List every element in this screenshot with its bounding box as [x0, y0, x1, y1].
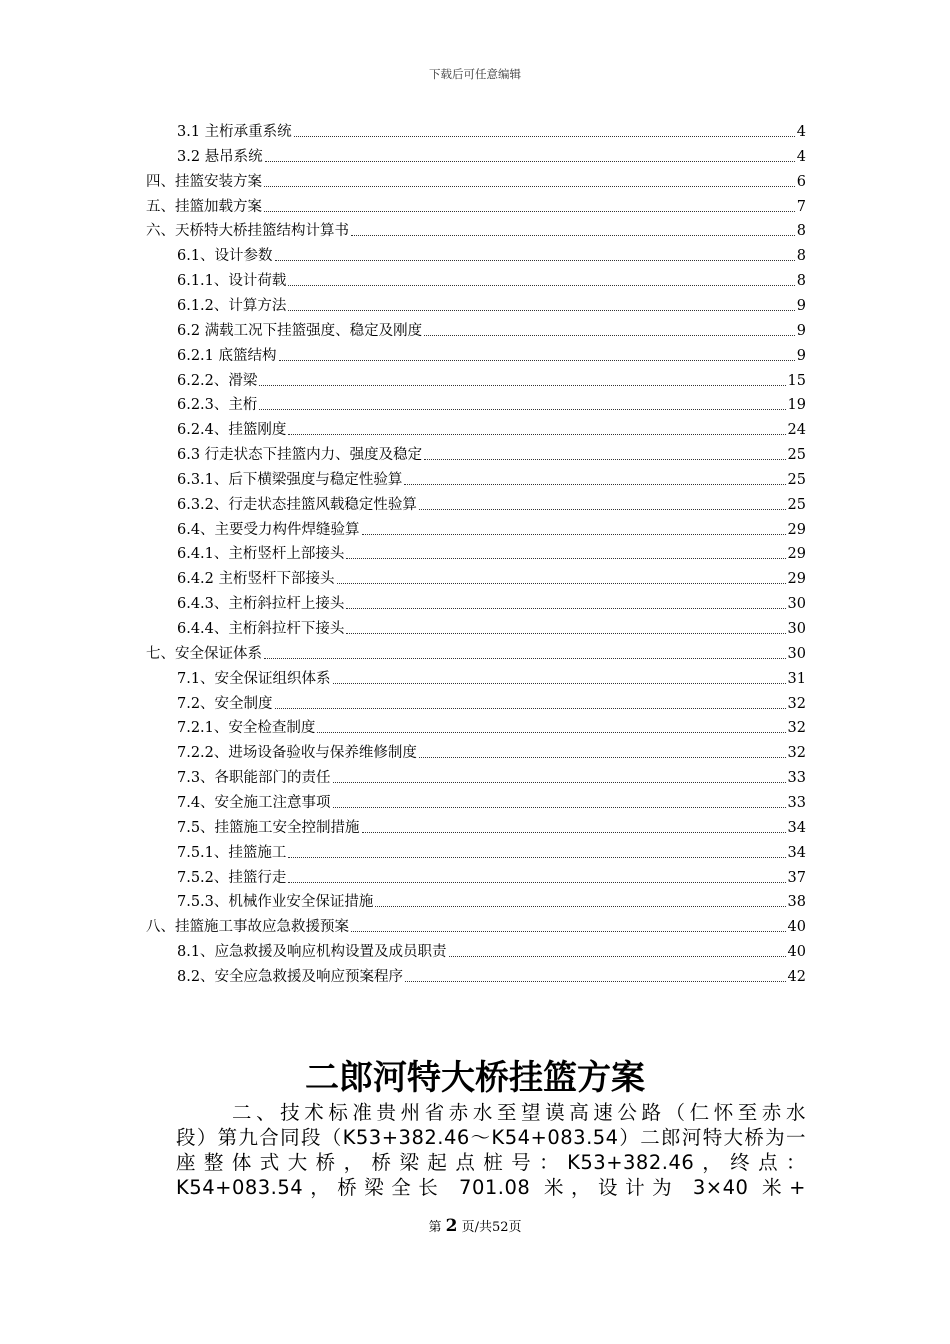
toc-entry[interactable]	[177, 963, 806, 987]
footer-prefix: 第	[428, 1220, 442, 1235]
toc-entry-title: 6.4.3、主桁斜拉杆上接头	[177, 596, 345, 613]
toc-dot-leader	[337, 583, 786, 584]
toc-entry-title: 6.4、主要受力构件焊缝验算	[177, 521, 360, 538]
toc-entry[interactable]	[177, 118, 806, 142]
toc-entry-title: 7.4、安全施工注意事项	[177, 794, 331, 811]
toc-entry-title: 五、挂篮加载方案	[146, 198, 262, 215]
page-number: 2	[445, 1216, 458, 1236]
toc-entry-title: 7.5.3、机械作业安全保证措施	[177, 894, 374, 911]
toc-entry[interactable]	[146, 913, 806, 937]
toc-entry-page: 40	[787, 919, 806, 936]
toc-entry-page: 29	[787, 521, 806, 538]
toc-entry-page: 31	[787, 670, 806, 687]
toc-entry[interactable]	[177, 690, 806, 714]
toc-entry-title: 8.1、应急救援及响应机构设置及成员职责	[177, 944, 447, 961]
toc-entry[interactable]	[177, 540, 806, 564]
toc-entry-title: 6.2.2、滑梁	[177, 372, 258, 389]
toc-entry-title: 3.2 悬吊系统	[177, 148, 263, 165]
toc-dot-leader	[265, 161, 795, 162]
toc-dot-leader	[351, 931, 786, 932]
toc-entry-title: 六、天桥特大桥挂篮结构计算书	[146, 223, 349, 240]
toc-dot-leader	[288, 310, 794, 311]
toc-entry-page: 8	[796, 223, 806, 240]
toc-dot-leader	[264, 658, 786, 659]
toc-entry-title: 7.5、挂篮施工安全控制措施	[177, 819, 360, 836]
toc-entry-page: 4	[796, 124, 806, 140]
toc-dot-leader	[288, 285, 794, 286]
toc-entry-page: 34	[787, 844, 806, 861]
toc-dot-leader	[362, 534, 786, 535]
toc-dot-leader	[259, 409, 785, 410]
page-header: 下载后可任意编辑	[429, 67, 521, 81]
toc-entry-page: 30	[787, 621, 806, 637]
toc-entry-title: 6.1.2、计算方法	[177, 297, 287, 314]
toc-dot-leader	[275, 708, 786, 709]
toc-dot-leader	[275, 260, 795, 261]
toc-entry[interactable]	[177, 416, 806, 440]
toc-entry-page: 8	[796, 273, 806, 290]
toc-dot-leader	[333, 807, 786, 808]
toc-entry[interactable]	[177, 814, 806, 838]
body-paragraph	[176, 1100, 806, 1200]
toc-dot-leader	[259, 385, 785, 386]
toc-dot-leader	[333, 782, 786, 783]
toc-entry-page: 25	[787, 496, 806, 513]
toc-dot-leader	[419, 757, 786, 758]
toc-entry-page: 25	[787, 447, 806, 464]
toc-entry-title: 6.4.1、主桁竖杆上部接头	[177, 546, 345, 563]
toc-entry-title: 四、挂篮安装方案	[146, 173, 262, 190]
toc-entry-page: 15	[787, 372, 806, 389]
toc-entry[interactable]	[146, 193, 806, 217]
toc-dot-leader	[424, 335, 795, 336]
toc-entry-page: 9	[796, 347, 806, 364]
toc-entry-page: 9	[796, 297, 806, 314]
toc-dot-leader	[362, 832, 786, 833]
toc-entry[interactable]	[177, 864, 806, 888]
toc-entry-page: 9	[796, 322, 806, 339]
toc-entry-page: 32	[787, 720, 806, 737]
toc-dot-leader	[375, 906, 785, 907]
toc-entry-title: 6.4.4、主桁斜拉杆下接头	[177, 621, 345, 637]
toc-entry-page: 33	[787, 794, 806, 811]
toc-entry[interactable]	[177, 466, 806, 490]
toc-entry[interactable]	[177, 839, 806, 863]
toc-entry-title: 7.2、安全制度	[177, 695, 273, 712]
toc-entry[interactable]	[177, 242, 806, 266]
toc-entry-title: 6.2.4、挂篮刚度	[177, 422, 287, 439]
body-line: 二、技术标准贵州省赤水至望谟高速公路（仁怀至赤水	[232, 1101, 806, 1124]
toc-dot-leader	[346, 608, 785, 609]
toc-entry-title: 8.2、安全应急救援及响应预案程序	[177, 968, 404, 985]
toc-entry[interactable]	[177, 441, 806, 465]
toc-entry-title: 7.1、安全保证组织体系	[177, 670, 331, 687]
toc-dot-leader	[317, 732, 785, 733]
toc-entry-title: 6.2.3、主桁	[177, 397, 258, 414]
body-line: K54+083.54，桥梁全长 701.08 米，设计为 3×40 米+	[176, 1176, 806, 1199]
toc-entry-title: 6.4.2 主桁竖杆下部接头	[177, 571, 335, 588]
page-total: 52	[491, 1220, 509, 1235]
toc-entry-page: 24	[787, 422, 806, 439]
toc-entry-title: 7.5.2、挂篮行走	[177, 869, 287, 886]
toc-dot-leader	[449, 956, 786, 957]
toc-dot-leader	[405, 981, 785, 982]
toc-entry[interactable]	[177, 565, 806, 589]
toc-entry-page: 7	[796, 198, 806, 215]
toc-entry[interactable]	[177, 516, 806, 540]
toc-entry-page: 30	[787, 645, 806, 662]
toc-entry[interactable]	[177, 342, 806, 366]
toc-dot-leader	[404, 484, 785, 485]
toc-entry[interactable]	[177, 267, 806, 291]
toc-entry-title: 7.2.2、进场设备验收与保养维修制度	[177, 745, 417, 762]
toc-entry-title: 7.2.1、安全检查制度	[177, 720, 316, 737]
toc-entry-title: 6.3 行走状态下挂篮内力、强度及稳定	[177, 447, 423, 464]
toc-dot-leader	[288, 882, 785, 883]
toc-dot-leader	[419, 509, 786, 510]
toc-dot-leader	[288, 857, 785, 858]
toc-entry-title: 八、挂篮施工事故应急救援预案	[146, 919, 349, 936]
toc-entry-page: 32	[787, 745, 806, 762]
toc-entry[interactable]	[177, 789, 806, 813]
toc-entry-title: 6.3.2、行走状态挂篮风载稳定性验算	[177, 496, 417, 513]
toc-entry-page: 33	[787, 770, 806, 787]
toc-entry-title: 七、安全保证体系	[146, 645, 262, 662]
body-line: 座整体式大桥，桥梁起点桩号：K53+382.46，终点：	[176, 1151, 806, 1174]
toc-entry-page: 29	[787, 546, 806, 563]
toc-entry-title: 7.5.1、挂篮施工	[177, 844, 287, 861]
body-line: 段）第九合同段（K53+382.46～K54+083.54）二郎河特大桥为一	[176, 1126, 806, 1149]
toc-entry-page: 25	[787, 471, 806, 488]
toc-dot-leader	[264, 211, 795, 212]
toc-entry[interactable]	[177, 491, 806, 515]
toc-dot-leader	[288, 434, 785, 435]
toc-entry[interactable]	[177, 665, 806, 689]
toc-dot-leader	[333, 683, 786, 684]
toc-entry-title: 6.1、设计参数	[177, 248, 273, 265]
toc-entry-page: 37	[787, 869, 806, 886]
toc-entry[interactable]	[177, 739, 806, 763]
toc-entry[interactable]	[177, 317, 806, 341]
toc-entry[interactable]	[177, 615, 806, 639]
toc-entry[interactable]	[177, 764, 806, 788]
toc-entry[interactable]	[177, 391, 806, 415]
toc-entry-page: 29	[787, 571, 806, 588]
toc-entry-page: 42	[787, 968, 806, 985]
footer-middle: 页/共	[461, 1220, 492, 1235]
toc-entry-title: 6.2.1 底篮结构	[177, 347, 277, 364]
toc-entry-page: 32	[787, 695, 806, 712]
toc-entry-page: 8	[796, 248, 806, 265]
toc-dot-leader	[264, 186, 795, 187]
document-title: 二郎河特大桥挂篮方案	[305, 1058, 645, 1098]
toc-dot-leader	[346, 633, 785, 634]
toc-entry-page: 6	[796, 173, 806, 190]
toc-entry[interactable]	[177, 888, 806, 912]
page-footer	[0, 1216, 950, 1236]
toc-entry-page: 30	[787, 596, 806, 613]
toc-entry-page: 4	[796, 148, 806, 165]
toc-dot-leader	[346, 558, 785, 559]
toc-entry[interactable]	[177, 143, 806, 167]
toc-entry[interactable]	[177, 590, 806, 614]
toc-dot-leader	[294, 136, 795, 137]
toc-dot-leader	[279, 360, 795, 361]
footer-suffix: 页	[508, 1220, 522, 1235]
toc-entry-page: 19	[787, 397, 806, 414]
toc-entry[interactable]	[177, 714, 806, 738]
toc-entry-title: 6.3.1、后下横梁强度与稳定性验算	[177, 471, 403, 488]
toc-dot-leader	[424, 459, 785, 460]
toc-entry-page: 40	[787, 944, 806, 961]
toc-entry-title: 6.2 满载工况下挂篮强度、稳定及刚度	[177, 322, 423, 339]
toc-entry-title: 6.1.1、设计荷载	[177, 273, 287, 290]
toc-dot-leader	[351, 235, 795, 236]
toc-entry-title: 7.3、各职能部门的责任	[177, 770, 331, 787]
toc-entry-page: 34	[787, 819, 806, 836]
toc-entry-page: 38	[787, 894, 806, 911]
toc-entry[interactable]	[177, 292, 806, 316]
toc-entry[interactable]	[146, 217, 806, 241]
toc-entry[interactable]	[177, 938, 806, 962]
toc-entry[interactable]	[146, 168, 806, 192]
toc-entry[interactable]	[146, 640, 806, 664]
toc-entry-title: 3.1 主桁承重系统	[177, 124, 292, 140]
toc-entry[interactable]	[177, 367, 806, 391]
